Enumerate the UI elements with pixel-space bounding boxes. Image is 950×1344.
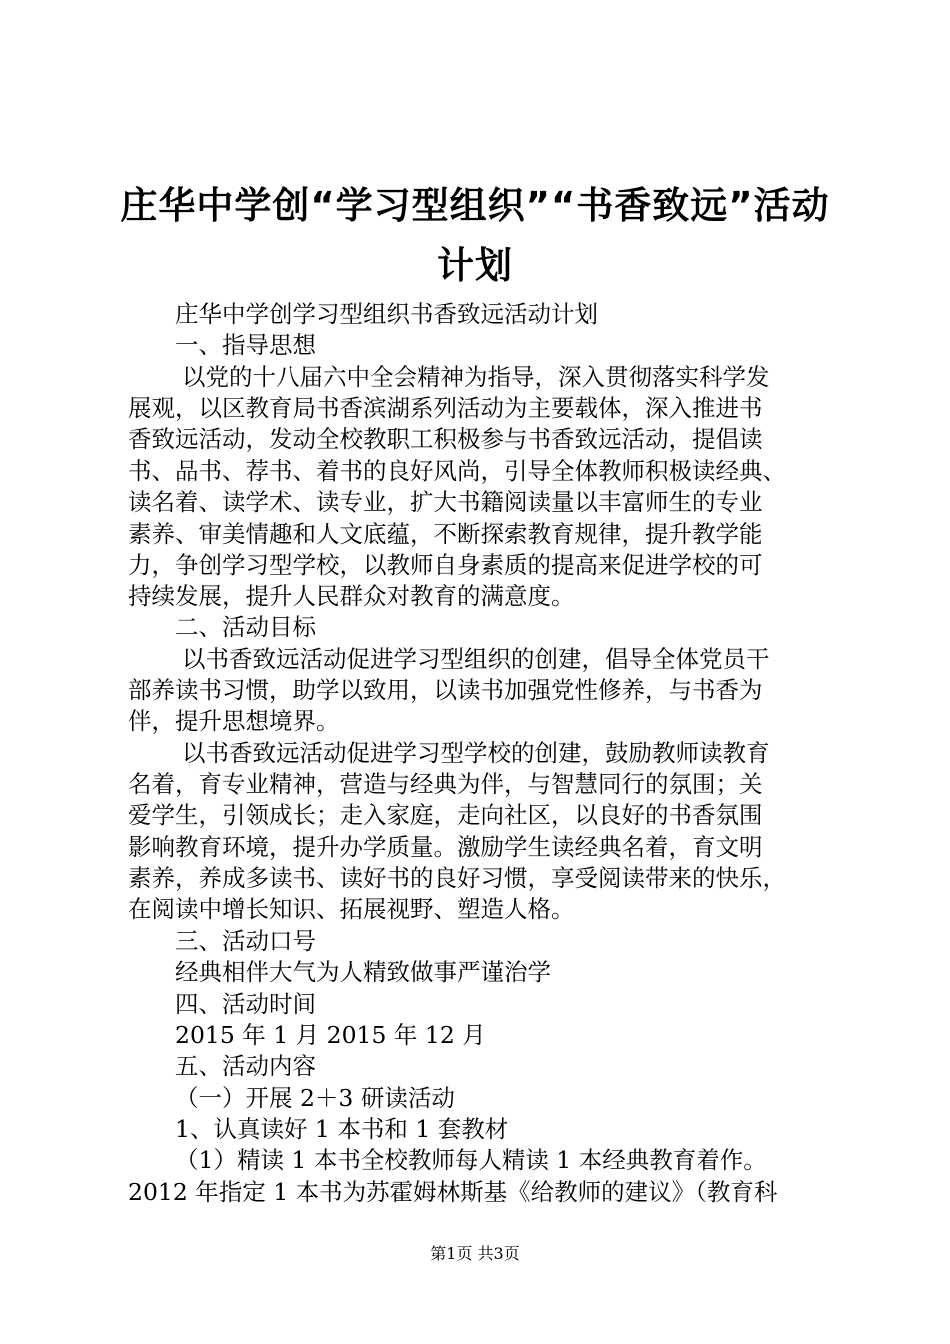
page-number-footer: 第1页 共3页 <box>430 1244 520 1263</box>
item-heading: 1、认真读好 1 本书和 1 套教材 <box>175 1115 509 1143</box>
paragraph-line: 素养，养成多读书、读好书的良好习惯，享受阅读带来的快乐， <box>128 864 786 892</box>
paragraph-line: 力，争创学习型学校，以教师自身素质的提高来促进学校的可 <box>128 551 763 579</box>
paragraph-line: 爱学生，引领成长；走入家庭，走向社区，以良好的书香氛围 <box>128 801 763 829</box>
paragraph-line: （1）精读 1 本书全校教师每人精读 1 本经典教育着作。 <box>175 1146 767 1174</box>
paragraph-line: 读名着、读学术、读专业，扩大书籍阅读量以丰富师生的专业 <box>128 488 763 516</box>
paragraph-line: 名着，育专业精神，营造与经典为伴，与智慧同行的氛围；关 <box>128 770 763 798</box>
subtitle-line: 庄华中学创学习型组织书香致远活动计划 <box>175 300 598 328</box>
slogan-line: 经典相伴大气为人精致做事严谨治学 <box>175 958 551 986</box>
paragraph-line: 2012 年指定 1 本书为苏霍姆林斯基《给教师的建议》（教育科 <box>128 1178 778 1206</box>
paragraph-line: 以党的十八届六中全会精神为指导，深入贯彻落实科学发 <box>182 363 770 391</box>
paragraph-line: 在阅读中增长知识、拓展视野、塑造人格。 <box>128 895 575 923</box>
paragraph-line: 展观，以区教育局书香滨湖系列活动为主要载体，深入推进书 <box>128 394 763 422</box>
section-heading: 二、活动目标 <box>175 613 316 641</box>
section-heading: 四、活动时间 <box>175 990 316 1018</box>
paragraph-line: 影响教育环境，提升办学质量。激励学生读经典名着，育文明 <box>128 833 763 861</box>
section-heading: 五、活动内容 <box>175 1052 316 1080</box>
paragraph-line: 伴，提升思想境界。 <box>128 707 340 735</box>
paragraph-line: 以书香致远活动促进学习型组织的创建，倡导全体党员干 <box>182 645 770 673</box>
section-heading: 三、活动口号 <box>175 927 316 955</box>
paragraph-line: 部养读书习惯，助学以致用，以读书加强党性修养，与书香为 <box>128 676 763 704</box>
section-heading: 一、指导思想 <box>175 331 316 359</box>
paragraph-line: 书、品书、荐书、着书的良好风尚，引导全体教师积极读经典、 <box>128 457 786 485</box>
document-title: 庄华中学创“学习型组织”“书香致远”活动 <box>120 184 830 227</box>
time-line: 2015 年 1 月 2015 年 12 月 <box>175 1021 486 1049</box>
document-title-continued: 计划 <box>437 244 513 287</box>
paragraph-line: 香致远活动，发动全校教职工积极参与书香致远活动，提倡读 <box>128 425 763 453</box>
subsection-heading: （一）开展 2＋3 研读活动 <box>175 1084 455 1112</box>
paragraph-line: 素养、审美情趣和人文底蕴，不断探索教育规律，提升教学能 <box>128 520 763 548</box>
paragraph-line: 持续发展，提升人民群众对教育的满意度。 <box>128 582 575 610</box>
paragraph-line: 以书香致远活动促进学习型学校的创建，鼓励教师读教育 <box>182 739 770 767</box>
